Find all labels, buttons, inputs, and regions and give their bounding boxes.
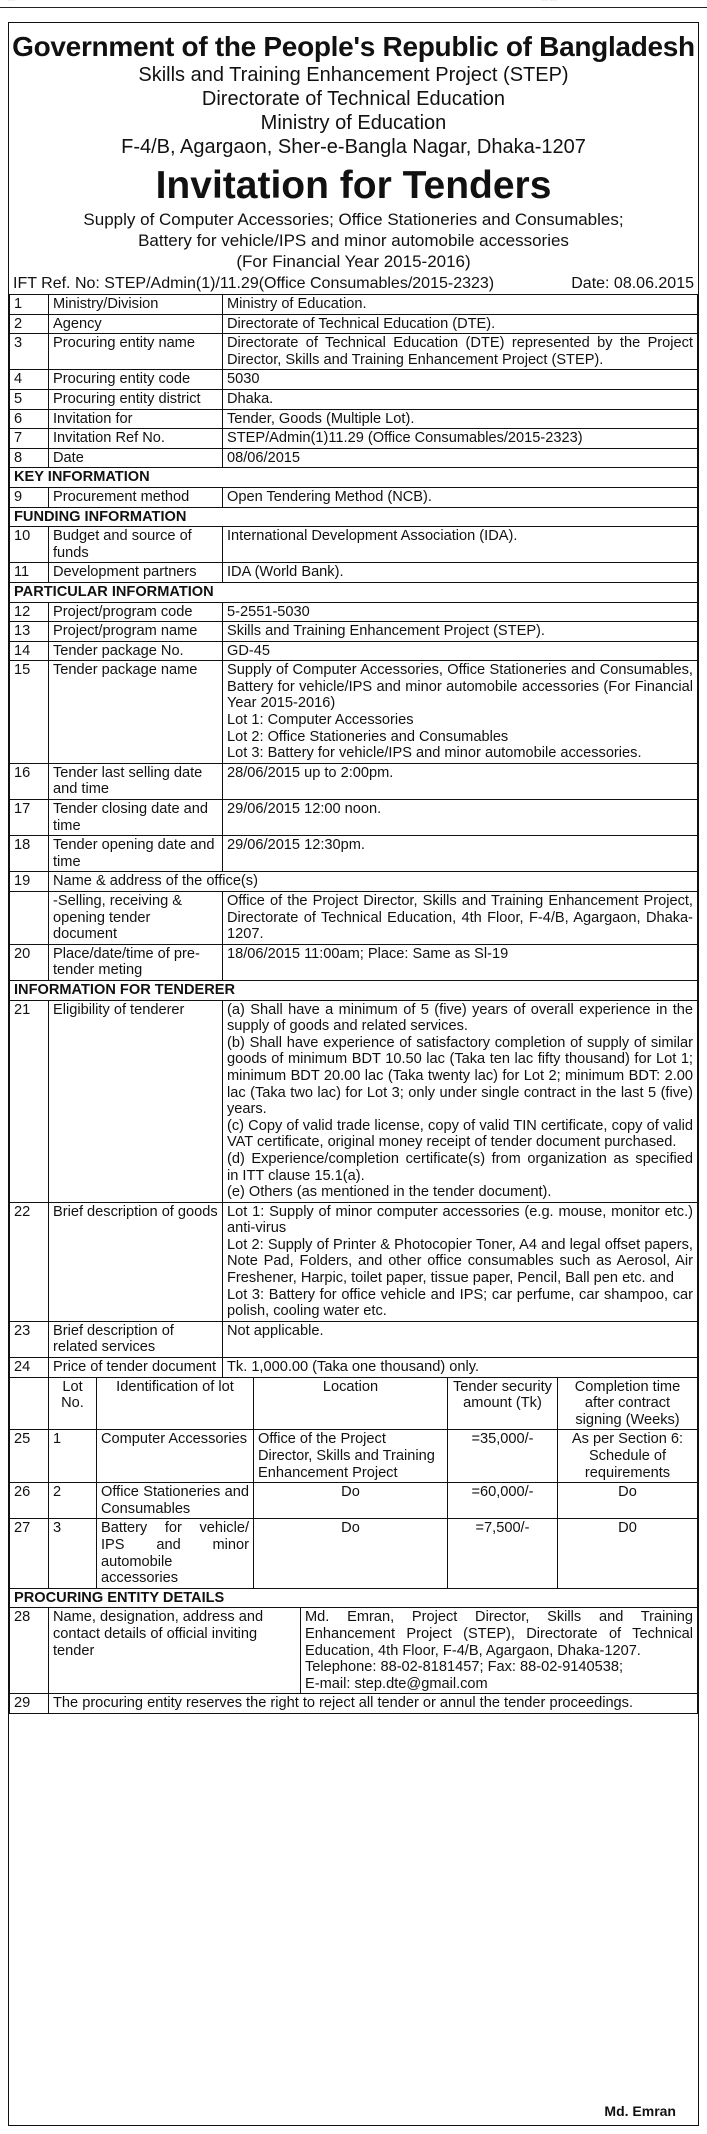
subtitle-line-3: (For Financial Year 2015-2016) [236,252,471,271]
top-strip [0,0,707,14]
field-value: 5030 [223,370,698,390]
field-value: Directorate of Technical Education (DTE). [223,314,698,334]
serial-no: 5 [10,389,49,409]
ministry-name: Ministry of Education [260,112,447,134]
serial-no: 4 [10,370,49,390]
lot-security: =7,500/- [448,1519,558,1588]
field-label: Brief description of goods [49,1202,223,1321]
notice-header [9,31,698,272]
field-value: Tk. 1,000.00 (Taka one thousand) only. [223,1358,698,1378]
lot-row [10,1483,698,1519]
table-row [10,448,698,468]
serial-no: 20 [10,944,49,980]
lot-row [10,1519,698,1588]
government-title: Government of the People's Republic of Bangladesh [12,31,695,62]
field-value: 29/06/2015 12:00 noon. [223,800,698,836]
reference-line [9,272,698,294]
procuring-entity-table [9,1588,698,1714]
serial-no: 1 [10,295,49,315]
field-value: 29/06/2015 12:30pm. [223,836,698,872]
tender-details-table [9,294,698,1378]
field-label: Procuring entity district [49,389,223,409]
contact-phone: Telephone: 88-02-8181457; Fax: 88-02-9140538; [305,1659,624,1676]
field-label: Eligibility of tenderer [49,1000,223,1202]
field-value: 28/06/2015 up to 2:00pm. [223,763,698,799]
table-row [10,892,698,945]
serial-no: 17 [10,800,49,836]
serial-no: 14 [10,641,49,661]
signatory-name: Md. Emran [604,2103,676,2119]
field-label: Price of tender document [49,1358,223,1378]
lot-row [10,1430,698,1483]
top-strip-right-text: --- --- [541,0,557,4]
table-row [10,1694,698,1714]
lot-location: Do [254,1483,448,1519]
eligibility-a: (a) Shall have a minimum of 5 (five) years of overall experience in the supply of goods and related services. [227,1001,693,1035]
serial-no: 9 [10,487,49,507]
package-lot-3: Lot 3: Battery for vehicle/IPS and minor automobile accessories. [227,745,642,762]
notice-title: Invitation for Tenders [155,164,552,207]
office-address: F-4/B, Agargaon, Sher-e-Bangla Nagar, Dhaka-1207 [121,136,586,158]
subtitle-line-1: Supply of Computer Accessories; Office Stationeries and Consumables; [83,210,624,229]
table-row [10,800,698,836]
field-label: Invitation Ref No. [49,429,223,449]
field-label: Procuring entity name [49,334,223,370]
section-key-information: KEY INFORMATION [10,468,698,488]
serial-no: 24 [10,1358,49,1378]
field-label: Procuring entity code [49,370,223,390]
serial-no: 10 [10,527,49,563]
field-label: -Selling, receiving & opening tender document [49,892,223,945]
lot-completion: D0 [558,1519,698,1588]
field-value: Skills and Training Enhancement Project (STEP). [223,622,698,642]
field-value [223,1000,698,1202]
top-rule [0,7,707,8]
section-header-row [10,980,698,1000]
serial-no: 22 [10,1202,49,1321]
contact-address: Md. Emran, Project Director, Skills and Training Enhancement Project (STEP), Directorate of Technical Education, 4th Floor, F-4/B, Agargaon, Dhaka-1207. [305,1609,693,1659]
table-row [10,602,698,622]
field-label: Tender closing date and time [49,800,223,836]
section-header-row [10,507,698,527]
field-value [223,1202,698,1321]
lot-security: =35,000/- [448,1430,558,1483]
serial-no: 13 [10,622,49,642]
header-empty [10,1377,49,1430]
field-value: STEP/Admin(1)11.29 (Office Consumables/2015-2323) [223,429,698,449]
serial-no: 2 [10,314,49,334]
serial-no: 16 [10,763,49,799]
table-row [10,389,698,409]
table-row [10,429,698,449]
table-row [10,295,698,315]
field-label: Brief description of related services [49,1321,223,1357]
serial-no: 19 [10,872,49,892]
eligibility-e: (e) Others (as mentioned in the tender document). [227,1184,552,1201]
goods-lot-3: Lot 3: Battery for office vehicle and IPS; car perfume, car shampoo, car polish, cooling water etc. [227,1286,693,1320]
field-value [223,661,698,764]
lot-security: =60,000/- [448,1483,558,1519]
tender-notice [8,22,699,2126]
serial-no-empty [10,892,49,945]
serial-no: 21 [10,1000,49,1202]
lot-identification: Office Stationeries and Consumables [97,1483,254,1519]
lot-location: Do [254,1519,448,1588]
package-lot-2: Lot 2: Office Stationeries and Consumables [227,728,509,745]
field-value: 5-2551-5030 [223,602,698,622]
subtitle-line-2: Battery for vehicle/IPS and minor automobile accessories [138,231,569,250]
field-value: Ministry of Education. [223,295,698,315]
header-completion: Completion time after contract signing (Weeks) [558,1377,698,1430]
field-value: IDA (World Bank). [223,563,698,583]
table-row [10,641,698,661]
project-name: Skills and Training Enhancement Project (STEP) [138,64,569,86]
package-description: Supply of Computer Accessories, Office Stationeries and Consumables, Battery for vehicle/IPS and minor automobile accessories (For Financial Year 2015-2016) [227,662,693,712]
table-row [10,370,698,390]
lot-table-header [10,1377,698,1430]
field-label: Invitation for [49,409,223,429]
directorate-name: Directorate of Technical Education [201,88,506,110]
table-row [10,622,698,642]
lot-completion: Do [558,1483,698,1519]
section-header-row [10,1588,698,1608]
contact-email[interactable]: E-mail: step.dte@gmail.com [305,1675,488,1692]
eligibility-c: (c) Copy of valid trade license, copy of valid TIN certificate, copy of valid VAT certificate, original money receipt of tender document purchased. [227,1117,693,1151]
section-procuring-entity-details: PROCURING ENTITY DETAILS [10,1588,698,1608]
serial-no: 23 [10,1321,49,1357]
serial-no: 15 [10,661,49,764]
field-value: Office of the Project Director, Skills and Training Enhancement Project, Directorate of Technical Education, 4th Floor, F-4/B, Agargaon, Dhaka-1207. [223,892,698,945]
table-row [10,1000,698,1202]
field-label: Agency [49,314,223,334]
field-label: Procurement method [49,487,223,507]
table-row [10,1358,698,1378]
lot-table [9,1377,698,1589]
serial-no: 3 [10,334,49,370]
table-row [10,1202,698,1321]
serial-no: 6 [10,409,49,429]
lot-identification: Computer Accessories [97,1430,254,1483]
lot-identification: Battery for vehicle/ IPS and minor automobile accessories [97,1519,254,1588]
field-label: Tender package No. [49,641,223,661]
section-particular-information: PARTICULAR INFORMATION [10,582,698,602]
table-row [10,661,698,764]
header-lot-no: Lot No. [49,1377,97,1430]
table-row [10,872,698,892]
field-value: Directorate of Technical Education (DTE) represented by the Project Director, Skills and Training Enhancement Project (STEP). [223,334,698,370]
table-row [10,527,698,563]
table-row [10,314,698,334]
serial-no: 18 [10,836,49,872]
package-lot-1: Lot 1: Computer Accessories [227,712,414,729]
header-security: Tender security amount (Tk) [448,1377,558,1430]
table-row [10,487,698,507]
field-label: Development partners [49,563,223,583]
goods-lot-1: Lot 1: Supply of minor computer accessories (e.g. mouse, monitor etc.) anti-virus [227,1203,693,1237]
table-row [10,944,698,980]
section-information-for-tenderer: INFORMATION FOR TENDERER [10,980,698,1000]
reservation-clause: The procuring entity reserves the right to reject all tender or annul the tender proceedings. [49,1694,698,1714]
field-label: Budget and source of funds [49,527,223,563]
serial-no: 26 [10,1483,49,1519]
serial-no: 29 [10,1694,49,1714]
field-label: Tender last selling date and time [49,763,223,799]
field-value [301,1608,698,1694]
top-strip-left-text: --- [8,0,15,4]
table-row [10,563,698,583]
field-value: Not applicable. [223,1321,698,1357]
goods-lot-2: Lot 2: Supply of Printer & Photocopier Toner, A4 and legal offset papers, Note Pad, Folders, and other office consumables such as Aerosol, Air Freshener, Harpic, toilet paper, tissue paper, Pencil, Ball pen etc. and [227,1236,693,1287]
table-row [10,763,698,799]
field-label: Name, designation, address and contact details of official inviting tender [49,1608,301,1694]
header-location: Location [254,1377,448,1430]
field-value: Open Tendering Method (NCB). [223,487,698,507]
table-row [10,334,698,370]
field-value: 18/06/2015 11:00am; Place: Same as Sl-19 [223,944,698,980]
field-label: Date [49,448,223,468]
field-value: GD-45 [223,641,698,661]
field-label: Tender package name [49,661,223,764]
field-value: 08/06/2015 [223,448,698,468]
serial-no: 7 [10,429,49,449]
ift-reference: IFT Ref. No: STEP/Admin(1)/11.29(Office Consumables/2015-2323) [13,275,495,292]
field-value: Dhaka. [223,389,698,409]
serial-no: 11 [10,563,49,583]
table-row [10,1321,698,1357]
serial-no: 27 [10,1519,49,1588]
field-label: Project/program code [49,602,223,622]
section-funding-information: FUNDING INFORMATION [10,507,698,527]
eligibility-b: (b) Shall have experience of satisfactory completion of supply of similar goods of minimum BDT 10.50 lac (Taka ten lac fifty thousand) for Lot 1; minimum BDT 20.00 lac (Taka twenty lac) for Lot 2; minimum BDT: 2.00 lac (Taka two lac) for Lot 3; only under single contract in the last 5 (five) years. [227,1034,693,1118]
lot-location: Office of the Project Director, Skills and Training Enhancement Project [254,1430,448,1483]
field-value: Tender, Goods (Multiple Lot). [223,409,698,429]
lot-number: 2 [49,1483,97,1519]
field-label: Project/program name [49,622,223,642]
notice-date: Date: 08.06.2015 [571,275,694,292]
field-label: Name & address of the office(s) [49,872,698,892]
lot-number: 3 [49,1519,97,1588]
table-row [10,409,698,429]
field-label: Place/date/time of pre-tender meting [49,944,223,980]
field-value: International Development Association (IDA). [223,527,698,563]
lot-completion: As per Section 6: Schedule of requirements [558,1430,698,1483]
table-row [10,1608,698,1694]
field-label: Tender opening date and time [49,836,223,872]
serial-no: 25 [10,1430,49,1483]
serial-no: 8 [10,448,49,468]
header-identification: Identification of lot [97,1377,254,1430]
serial-no: 12 [10,602,49,622]
lot-number: 1 [49,1430,97,1483]
eligibility-d: (d) Experience/completion certificate(s) from organization as specified in ITT clause 15.1(a). [227,1150,693,1184]
section-header-row [10,468,698,488]
table-row [10,836,698,872]
section-header-row [10,582,698,602]
field-label: Ministry/Division [49,295,223,315]
serial-no: 28 [10,1608,49,1694]
